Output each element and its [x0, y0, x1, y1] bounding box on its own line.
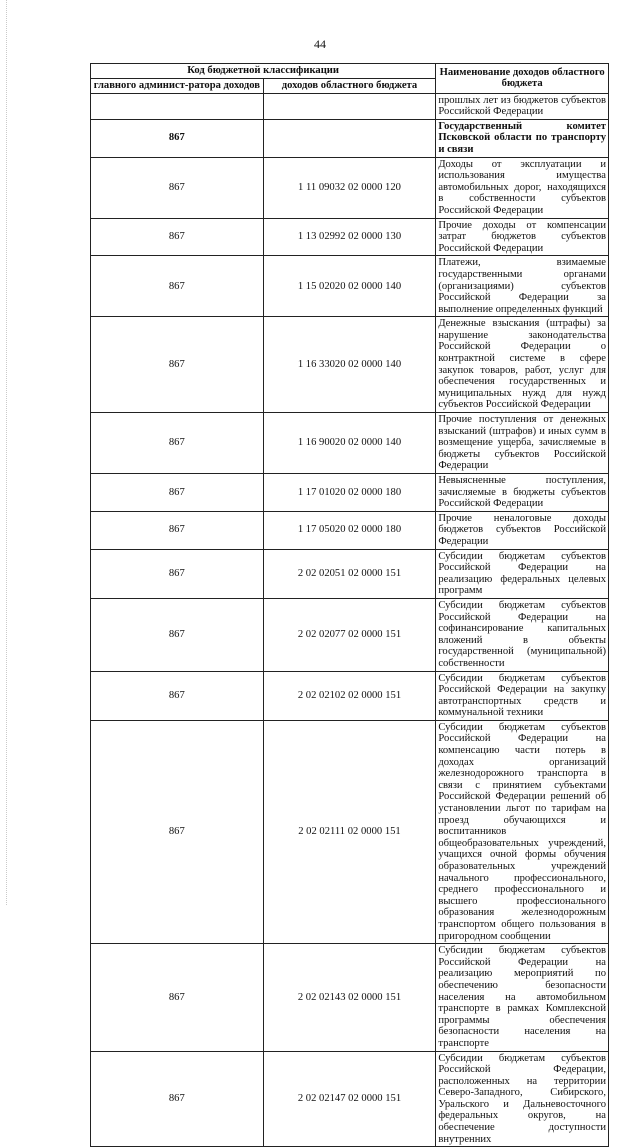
- income-name-cell: Субсидии бюджетам субъектов Российской Федерации, расположенных на территории Северо-Западного, Сибирского, Уральского и Дальневосточного федеральных округов, на обеспечение доступности внутренних: [436, 1051, 609, 1147]
- table-row: [91, 218, 609, 256]
- scan-edge-line: [6, 0, 8, 905]
- table-body: [91, 93, 609, 1147]
- table-header: [91, 64, 609, 94]
- table-row: [91, 474, 609, 512]
- income-code-cell: 1 16 90020 02 0000 140: [263, 413, 436, 474]
- income-code-cell: 1 17 05020 02 0000 180: [263, 511, 436, 549]
- table-row: [91, 720, 609, 943]
- income-code-cell: 2 02 02111 02 0000 151: [263, 720, 436, 943]
- admin-code-cell: [91, 93, 264, 119]
- table-row: [91, 157, 609, 218]
- income-code-cell: 1 13 02992 02 0000 130: [263, 218, 436, 256]
- income-code-cell: 2 02 02147 02 0000 151: [263, 1051, 436, 1147]
- income-code-cell: 2 02 02143 02 0000 151: [263, 944, 436, 1051]
- admin-code-cell: 867: [91, 218, 264, 256]
- income-name-cell: Доходы от эксплуатации и использования имущества автомобильных дорог, находящихся в собственности субъектов Российской Федерации: [436, 157, 609, 218]
- admin-code-cell: 867: [91, 256, 264, 317]
- income-code-cell: 1 15 02020 02 0000 140: [263, 256, 436, 317]
- admin-code-cell: 867: [91, 944, 264, 1051]
- income-name-cell: Прочие поступления от денежных взысканий (штрафов) и иных сумм в возмещение ущерба, зачисляемые в бюджеты субъектов Российской Федерации: [436, 413, 609, 474]
- income-code-cell: 2 02 02051 02 0000 151: [263, 549, 436, 598]
- income-code-cell: 1 16 33020 02 0000 140: [263, 317, 436, 413]
- income-code-cell: 1 11 09032 02 0000 120: [263, 157, 436, 218]
- admin-code-cell: 867: [91, 598, 264, 671]
- income-name-cell: Субсидии бюджетам субъектов Российской Федерации на реализацию федеральных целевых программ: [436, 549, 609, 598]
- income-name-cell: Невыясненные поступления, зачисляемые в бюджеты субъектов Российской Федерации: [436, 474, 609, 512]
- table-row: [91, 1051, 609, 1147]
- admin-code-cell: 867: [91, 157, 264, 218]
- header-budget-code-group: Код бюджетной классификации: [91, 64, 436, 79]
- table-row: [91, 256, 609, 317]
- admin-code-cell: 867: [91, 317, 264, 413]
- table-row: [91, 511, 609, 549]
- table-row: [91, 413, 609, 474]
- admin-code-cell: 867: [91, 474, 264, 512]
- income-code-cell: [263, 93, 436, 119]
- header-chief-administrator: главного админист-ратора доходов: [91, 79, 264, 94]
- income-code-cell: 2 02 02077 02 0000 151: [263, 598, 436, 671]
- income-name-cell: Субсидии бюджетам субъектов Российской Федерации на закупку автотранспортных средств и коммунальной техники: [436, 671, 609, 720]
- income-name-cell: Денежные взыскания (штрафы) за нарушение законодательства Российской Федерации о контрактной системе в сфере закупок товаров, работ, услуг для обеспечения государственных и муниципальных нужд для нужд субъектов Российской Федерации: [436, 317, 609, 413]
- admin-code-cell: 867: [91, 549, 264, 598]
- table-row: [91, 119, 609, 157]
- admin-code-cell: 867: [91, 1051, 264, 1147]
- table-row: [91, 671, 609, 720]
- table-row: [91, 598, 609, 671]
- budget-classification-table: [90, 63, 609, 1147]
- admin-code-cell: 867: [91, 720, 264, 943]
- income-name-cell: Субсидии бюджетам субъектов Российской Федерации на реализацию мероприятий по обеспечению безопасности населения на автомобильном транспорте в рамках Комплексной программы обеспечения безопасности населения на транспорте: [436, 944, 609, 1051]
- income-name-cell: Платежи, взимаемые государственными органами (организациями) субъектов Российской Федерации за выполнение определенных функций: [436, 256, 609, 317]
- table-row: [91, 93, 609, 119]
- admin-code-cell: 867: [91, 671, 264, 720]
- header-regional-income: доходов областного бюджета: [263, 79, 436, 94]
- table-row: [91, 549, 609, 598]
- income-code-cell: [263, 119, 436, 157]
- page-number: 44: [314, 37, 326, 51]
- admin-code-cell: 867: [91, 511, 264, 549]
- admin-code-cell: 867: [91, 413, 264, 474]
- income-code-cell: 1 17 01020 02 0000 180: [263, 474, 436, 512]
- income-name-cell: Государственный комитет Псковской области по транспорту и связи: [436, 119, 609, 157]
- income-name-cell: Субсидии бюджетам субъектов Российской Федерации на софинансирование капитальных вложений в объекты государственной (муниципальной) собственности: [436, 598, 609, 671]
- table-row: [91, 317, 609, 413]
- income-code-cell: 2 02 02102 02 0000 151: [263, 671, 436, 720]
- income-name-cell: Прочие неналоговые доходы бюджетов субъектов Российской Федерации: [436, 511, 609, 549]
- income-name-cell: Прочие доходы от компенсации затрат бюджетов субъектов Российской Федерации: [436, 218, 609, 256]
- income-name-cell: Субсидии бюджетам субъектов Российской Федерации на компенсацию части потерь в доходах организаций железнодорожного транспорта в связи с принятием субъектами Российской Федерации решений об установлении льгот по тарифам на проезд обучающихся и воспитанников общеобразовательных учреждений, учащихся очной формы обучения образовательных учреждений начального профессионального, среднего профессионального и высшего профессионального образования железнодорожным транспортом общего пользования в пригородном сообщении: [436, 720, 609, 943]
- admin-code-cell: 867: [91, 119, 264, 157]
- table-row: [91, 944, 609, 1051]
- header-income-name: Наименование доходов областного бюджета: [436, 64, 609, 94]
- income-name-cell: прошлых лет из бюджетов субъектов Российской Федерации: [436, 93, 609, 119]
